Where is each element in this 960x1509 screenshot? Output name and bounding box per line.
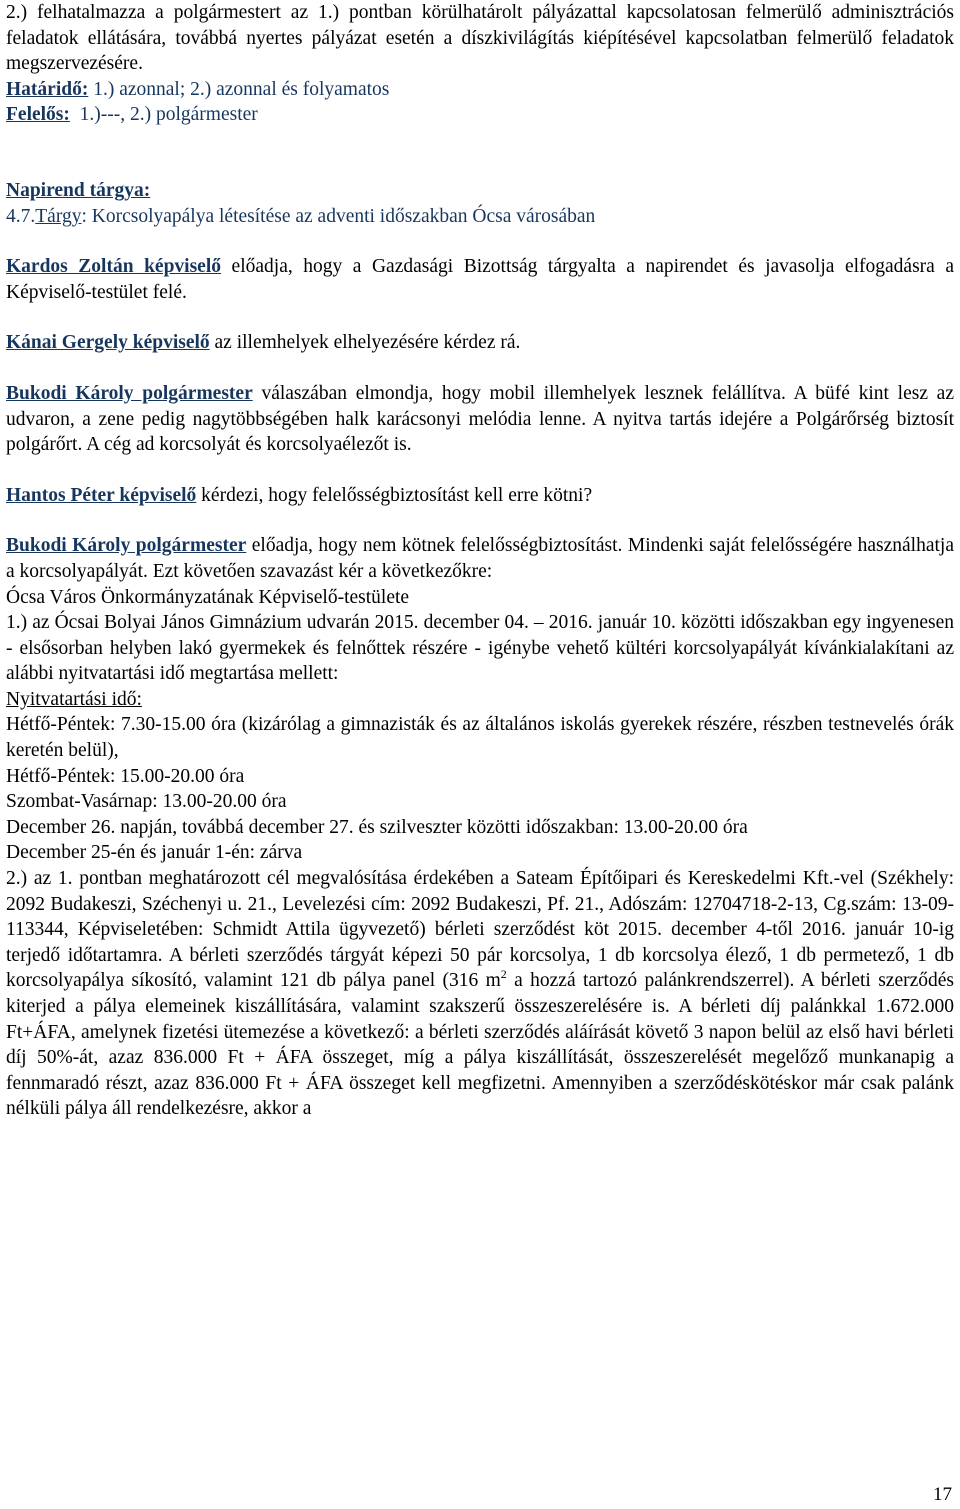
superscript-2: 2: [500, 967, 507, 982]
item2-text-b: a hozzá tartozó palánkrendszerrel). A bérleti szerződés kiterjed a pálya elemeinek kiszállítására, valamint szakszerű összeszerelésére is. A bérleti díj palánkkal 1.672.000 Ft+ÁFA, amelynek fizetési ütemezése a következő: a bérleti szerződés aláírását követő 3 napon belül az első havi bérleti díj 50%-át, azaz 836.000 Ft + ÁFA összeget, míg a pálya kiszállítását, összeszerelését megelőző munkanapig a fennmaradó részt, azaz 836.000 Ft + ÁFA összeget kell megfizetni. Amennyiben a szerződéskötéskor már csak palánk nélküli pálya áll rendelkezésre, akkor a: [6, 970, 954, 1120]
document-page: [6, 0, 954, 1122]
paragraph-bukodi-1: [6, 381, 954, 458]
speaker-kanai: Kánai Gergely képviselő: [6, 332, 210, 354]
agenda-heading: [6, 178, 954, 204]
resolution-item-2: [6, 866, 954, 1122]
agenda-number: 4.7.: [6, 205, 36, 227]
hours-line-2: Hétfő-Péntek: 15.00-20.00 óra: [6, 765, 245, 787]
page-number: 17: [933, 1484, 952, 1505]
agenda-subject-text: : Korcsolyapálya létesítése az adventi időszakban Ócsa városában: [81, 205, 596, 227]
resolution-item-1: 1.) az Ócsai Bolyai János Gimnázium udvarán 2015. december 04. – 2016. január 10. közötti időszakban egy ingyenesen - elsősorban helyben lakó gyermekek és felnőttek részére - igénybe vehető kültéri korcsolyapályát kívánkialakítani az alábbi nyitvatartási idő megtartása mellett:: [6, 612, 954, 685]
paragraph-kanai: [6, 330, 954, 356]
deadline-label: Határidő:: [6, 78, 89, 100]
agenda-subject-label: Tárgy: [35, 205, 82, 227]
responsible-value: 1.)---, 2.) polgármester: [69, 104, 258, 126]
hours-line-5: December 25-én és január 1-én: zárva: [6, 842, 303, 864]
hours-line-4: December 26. napján, továbbá december 27. és szilveszter közötti időszakban: 13.00-20.00 óra: [6, 816, 748, 838]
paragraph-bukodi-2: [6, 533, 954, 584]
paragraph-hantos: [6, 483, 954, 509]
hours-line-1: Hétfő-Péntek: 7.30-15.00 óra (kizárólag a gimnazisták és az általános iskolás gyerekek részére, részben testnevelés órák keretén belül),: [6, 714, 954, 762]
paragraph-kanai-text: az illemhelyek elhelyezésére kérdez rá.: [209, 332, 521, 354]
paragraph-kardos: [6, 254, 954, 305]
speaker-hantos: Hantos Péter képviselő: [6, 484, 197, 506]
item2-text-a: 2.) az 1. pontban meghatározott cél megvalósítása érdekében a Sateam Építőipari és Kereskedelmi Kft.-vel (Székhely: 2092 Budakeszi, Széchenyi u. 21., Levelezési cím: 2092 Budakeszi, Pf. 21., Adószám: 12704718-2-13, Cg.szám: 13-09-113344, Képviseletében: Schmidt Attila ügyvezető) bérleti szerződést köt 2015. december 4-től 2016. január 10-ig terjedő időtartamra. A bérleti szerződés tárgyát képezi 50 pár korcsolya, 1 db korcsolya élező, 1 db permetező, 1 db korcsolyapálya síkosító, valamint 121 db pálya panel (316 m: [6, 868, 954, 992]
responsible-label: Felelős:: [6, 104, 70, 126]
hours-line-3: Szombat-Vasárnap: 13.00-20.00 óra: [6, 791, 287, 813]
speaker-kardos: Kardos Zoltán képviselő: [6, 256, 222, 278]
intro-paragraph: 2.) felhatalmazza a polgármestert az 1.) pontban körülhatárolt pályázattal kapcsolatosan felmerülő adminisztrációs feladatok ellátására, továbbá nyertes pályázat esetén a díszkivilágítás kiépítésével kapcsolatban felmerülő feladatok megszervezésére.: [6, 2, 954, 75]
deadline-line: [6, 77, 954, 103]
speaker-bukodi-2: Bukodi Károly polgármester: [6, 535, 247, 557]
paragraph-bukodi-1-text: válaszában elmondja, hogy mobil illemhelyek lesznek felállítva. A büfé kint lesz az udvaron, a zene pedig nagytöbbségében halk karácsonyi melódia lenne. A nyitva tartás idejére a Polgárőrség biztosít polgárőrt. A cég ad korcsolyát és korcsolyaélezőt is.: [6, 382, 954, 456]
hours-heading: [6, 687, 954, 713]
speaker-bukodi-1: Bukodi Károly polgármester: [6, 382, 253, 404]
responsible-line: [6, 102, 954, 128]
resolution-body: Ócsa Város Önkormányzatának Képviselő-testülete: [6, 586, 410, 608]
agenda-heading-text: Napirend tárgya:: [6, 179, 151, 201]
hours-heading-text: Nyitvatartási idő:: [6, 688, 142, 710]
paragraph-bukodi-2-text: előadja, hogy nem kötnek felelősségbiztosítást. Mindenki saját felelősségére használhatja a korcsolyapályát. Ezt követően szavazást kér a következőkre:: [6, 535, 954, 582]
paragraph-hantos-text: kérdezi, hogy felelősségbiztosítást kell erre kötni?: [196, 484, 593, 506]
deadline-value: 1.) azonnal; 2.) azonnal és folyamatos: [88, 78, 390, 100]
agenda-subject: [6, 204, 954, 230]
paragraph-kardos-text: előadja, hogy a Gazdasági Bizottság tárgyalta a napirendet és javasolja elfogadásra a Képviselő-testület felé.: [6, 256, 954, 303]
